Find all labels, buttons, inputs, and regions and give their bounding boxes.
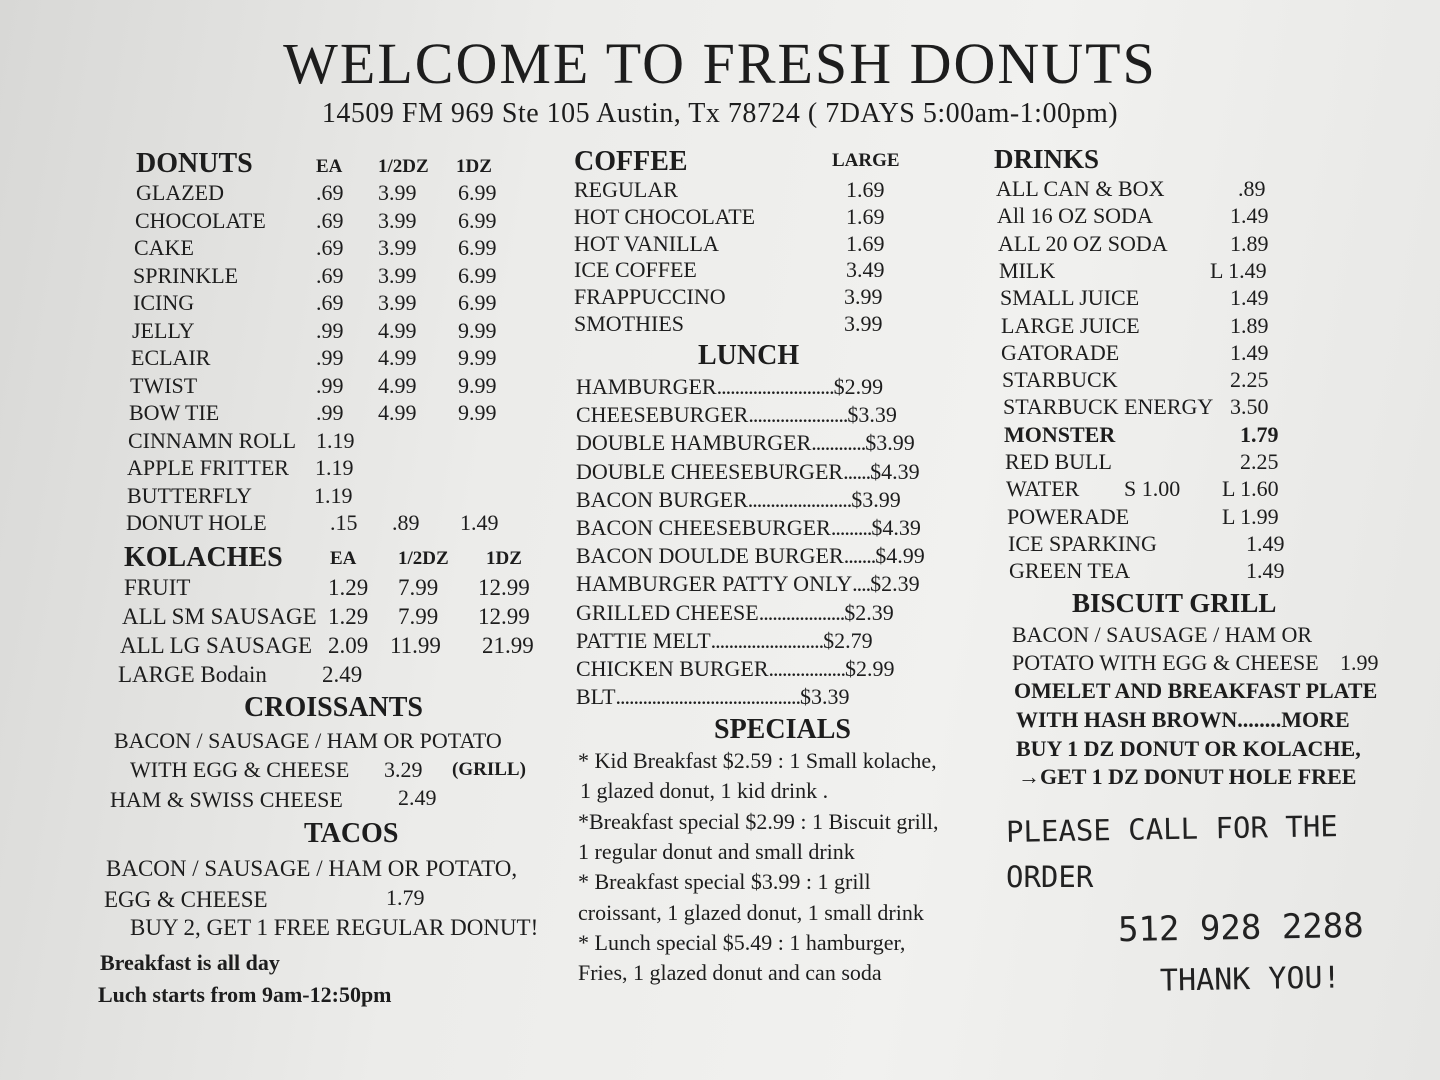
croissants-heading: CROISSANTS [244, 692, 423, 723]
specials-line: * Kid Breakfast $2.59 : 1 Small kolache, [578, 748, 937, 773]
donut-item-ea: .15 [330, 510, 358, 535]
donut-item-half: 4.99 [378, 400, 417, 425]
donut-item-half: 4.99 [378, 345, 417, 370]
drink-item-row [0, 476, 1420, 504]
donut-item-name: BUTTERFLY [127, 482, 252, 508]
drink-item-row [0, 504, 1420, 532]
kolache-item-ea: 2.09 [328, 633, 369, 658]
donuts-col-half: 1/2DZ [378, 156, 429, 177]
drink-item-price: .89 [1238, 176, 1266, 201]
drink-item-row [0, 367, 1420, 395]
specials-line: croissant, 1 glazed donut, 1 small drink [578, 899, 924, 925]
tacos-line2: EGG & CHEESE [104, 887, 268, 912]
drink-item-price: L 1.49 [1210, 257, 1267, 283]
biscuit-line1: BACON / SAUSAGE / HAM OR [1012, 622, 1313, 647]
drink-item-row [0, 176, 1420, 204]
donut-item-dz: 9.99 [458, 372, 497, 398]
call-note-line2: ORDER [1006, 860, 1094, 894]
donut-item-name: SPRINKLE [133, 262, 239, 288]
coffee-item-name: ICE COFFEE [574, 257, 697, 283]
tacos-line2-price: 1.79 [386, 885, 425, 910]
lunch-item-leader: .......................... [716, 374, 834, 399]
lunch-item-price: $4.39 [870, 458, 920, 484]
donuts-col-ea: EA [316, 156, 343, 177]
donut-item-half: 3.99 [378, 262, 417, 288]
kolache-item-ea: 1.29 [328, 604, 369, 629]
kolache-item-row [0, 604, 560, 634]
lunch-item-name: BACON DOULDE BURGER [576, 543, 844, 569]
donut-item-half: 3.99 [378, 290, 417, 315]
drink-item-row [0, 449, 1420, 477]
lunch-item-leader: ...... [843, 458, 871, 484]
kolaches-heading: KOLACHES [124, 542, 283, 573]
biscuit-omelet: OMELET AND BREAKFAST PLATE [1014, 678, 1378, 703]
drink-item-row [0, 231, 1420, 259]
lunch-item-price: $2.39 [870, 571, 920, 597]
kolaches-col-ea: EA [330, 548, 357, 569]
lunch-item-name: GRILLED CHEESE [576, 599, 759, 625]
donut-item-name: DONUT HOLE [126, 510, 267, 535]
lunch-item-line [576, 684, 850, 710]
donut-item-name: CAKE [134, 235, 194, 260]
lunch-heading: LUNCH [698, 340, 800, 371]
lunch-item-line [576, 656, 895, 682]
donut-item-ea: .99 [316, 317, 344, 343]
drink-item-name: All 16 OZ SODA [997, 203, 1153, 229]
kolache-item-name: ALL LG SAUSAGE [120, 633, 313, 658]
lunch-item-price: $3.39 [847, 402, 897, 428]
page-title: WELCOME TO FRESH DONUTS [283, 31, 1157, 96]
donut-item-half: 3.99 [378, 207, 417, 233]
donut-item-half: 3.99 [378, 235, 417, 260]
lunch-item-price: $2.79 [823, 627, 873, 653]
coffee-item-price: 3.99 [844, 284, 883, 310]
donut-item-dz: 1.49 [460, 510, 499, 535]
coffee-item-price: 1.69 [846, 177, 885, 202]
lunch-item-leader: ......................... [710, 627, 824, 653]
kolache-item-ea: 2.49 [322, 662, 363, 687]
donut-item-ea: .69 [316, 207, 344, 233]
drink-item-name: WATER [1006, 476, 1080, 502]
lunch-item-leader: ......................................... [615, 684, 801, 710]
lunch-item-leader: ............ [811, 430, 866, 456]
specials-line: * Lunch special $5.49 : 1 hamburger, [578, 929, 906, 955]
lunch-item-name: BACON CHEESEBURGER [576, 515, 831, 540]
coffee-item-price: 3.99 [844, 311, 883, 336]
drink-item-row [0, 285, 1420, 313]
kolache-item-dz: 21.99 [482, 633, 534, 658]
drink-item-row [0, 203, 1420, 231]
kolache-item-name: LARGE Bodain [118, 662, 267, 687]
drink-item-row [0, 258, 1420, 286]
donut-item-name: ICING [133, 290, 195, 315]
drink-item-name: MONSTER [1004, 421, 1116, 447]
lunch-item-leader: ....................... [747, 486, 852, 512]
drink-item-price: 2.25 [1230, 367, 1269, 393]
drink-item-small-price: S 1.00 [1124, 476, 1181, 502]
drink-item-name: ALL 20 OZ SODA [998, 230, 1168, 256]
donut-hole-promo: →GET 1 DZ DONUT HOLE FREE [1018, 764, 1357, 789]
drink-item-price: 1.49 [1246, 530, 1285, 556]
drink-item-name: MILK [999, 257, 1056, 283]
kolache-item-dz: 12.99 [478, 575, 530, 600]
drink-item-name: LARGE JUICE [1001, 312, 1140, 338]
croissants-line3: HAM & SWISS CHEESE [110, 787, 343, 812]
donut-item-dz: 9.99 [458, 317, 497, 343]
drink-item-name: SMALL JUICE [1000, 285, 1140, 311]
thank-you-note: THANK YOU! [1159, 960, 1341, 999]
drink-item-row [0, 340, 1420, 368]
lunch-item-name: CHEESEBURGER [576, 402, 749, 428]
drink-item-price: 1.79 [1240, 421, 1279, 447]
donut-item-ea: .99 [316, 372, 344, 398]
donut-item-name: BOW TIE [129, 400, 220, 425]
lunch-item-row [576, 684, 936, 712]
lunch-item-leader: ................... [758, 599, 845, 625]
lunch-item-price: $2.99 [833, 374, 884, 399]
kolaches-col-half: 1/2DZ [398, 548, 449, 569]
kolache-item-dz: 12.99 [478, 604, 530, 629]
donut-item-half: 4.99 [378, 372, 417, 398]
donut-item-half: 3.99 [378, 180, 417, 205]
lunch-item-row [576, 656, 936, 684]
kolache-item-ea: 1.29 [328, 575, 369, 600]
kolache-item-name: ALL SM SAUSAGE [122, 604, 317, 629]
drink-item-price: 1.89 [1230, 230, 1269, 256]
specials-line: * Breakfast special $3.99 : 1 grill [578, 869, 871, 895]
donut-item-ea: .69 [316, 235, 344, 260]
biscuit-heading: BISCUIT GRILL [1072, 588, 1277, 618]
donut-item-dz: 6.99 [458, 207, 497, 233]
drink-item-price: 1.49 [1230, 339, 1269, 365]
drink-item-price: L 1.60 [1222, 476, 1279, 502]
donut-item-ea: .69 [316, 180, 344, 205]
croissants-line2-price: 3.29 [384, 757, 423, 782]
donut-item-ea: .69 [316, 262, 344, 288]
store-address: 14509 FM 969 Ste 105 Austin, Tx 78724 ( 7DAYS 5:00am-1:00pm) [321, 98, 1119, 129]
lunch-item-price: $3.39 [800, 684, 850, 710]
drink-item-name: GATORADE [1001, 339, 1120, 365]
call-note-line1: PLEASE CALL FOR THE [1005, 809, 1339, 849]
drink-item-price: 1.49 [1230, 285, 1269, 311]
drink-item-row [0, 558, 1420, 586]
biscuit-line2: POTATO WITH EGG & CHEESE [1012, 650, 1319, 675]
lunch-item-name: DOUBLE HAMBURGER [576, 430, 812, 456]
lunch-item-leader: ................. [768, 656, 846, 681]
tacos-promo: BUY 2, GET 1 FREE REGULAR DONUT! [130, 915, 539, 940]
drink-item-price: 1.49 [1246, 558, 1285, 584]
croissants-line3-price: 2.49 [398, 785, 437, 810]
donut-item-dz: 6.99 [458, 180, 497, 205]
lunch-item-leader: .... [852, 571, 871, 597]
drink-item-name: ALL CAN & BOX [996, 176, 1165, 201]
tacos-heading: TACOS [304, 818, 399, 849]
donut-item-half: .89 [392, 510, 420, 535]
coffee-heading: COFFEE [574, 146, 688, 177]
lunch-item-name: DOUBLE CHEESEBURGER [576, 458, 844, 484]
coffee-item-name: HOT CHOCOLATE [574, 203, 756, 229]
tacos-line1: BACON / SAUSAGE / HAM OR POTATO, [106, 856, 518, 881]
drink-item-name: ICE SPARKING [1008, 530, 1157, 556]
drink-item-price: 3.50 [1230, 394, 1269, 420]
kolache-item-row [0, 633, 560, 663]
drinks-heading: DRINKS [994, 144, 1100, 174]
lunch-item-name: HAMBURGER PATTY ONLY [576, 571, 853, 597]
donut-item-half: 4.99 [378, 317, 417, 343]
coffee-item-name: FRAPPUCCINO [574, 284, 726, 310]
lunch-item-price: $3.99 [865, 430, 915, 456]
specials-line: Fries, 1 glazed donut and can soda [578, 960, 882, 986]
lunch-item-name: HAMBURGER [576, 374, 717, 399]
breakfast-note: Breakfast is all day [100, 950, 280, 975]
lunch-item-leader: ....... [843, 543, 876, 569]
donut-item-name: JELLY [132, 317, 195, 343]
lunch-hours-note: Luch starts from 9am-12:50pm [98, 982, 392, 1007]
lunch-item-leader: ......... [830, 515, 872, 540]
coffee-col-large: LARGE [832, 150, 900, 171]
lunch-item-line [576, 600, 894, 626]
donut-item-name: CINNAMN ROLL [128, 427, 297, 453]
lunch-item-name: BLT [576, 684, 616, 710]
specials-line: 1 regular donut and small drink [578, 838, 855, 864]
lunch-item-line [576, 628, 873, 654]
drink-item-price: 2.25 [1240, 449, 1279, 474]
kolache-item-row [0, 662, 560, 692]
dozen-promo: BUY 1 DZ DONUT OR KOLACHE, [1016, 736, 1361, 761]
coffee-item-price: 1.69 [846, 203, 885, 229]
kolache-item-half: 11.99 [390, 633, 441, 658]
donuts-col-dz: 1DZ [456, 156, 492, 177]
lunch-item-price: $2.39 [844, 599, 894, 625]
croissants-line2: WITH EGG & CHEESE [130, 757, 350, 782]
coffee-item-price: 1.69 [846, 230, 885, 256]
coffee-item-price: 3.49 [846, 257, 885, 283]
drink-item-name: GREEN TEA [1009, 558, 1131, 584]
lunch-item-price: $4.39 [871, 515, 921, 540]
specials-line: *Breakfast special $2.99 : 1 Biscuit grill, [578, 808, 939, 834]
coffee-item-name: REGULAR [574, 177, 678, 202]
kolache-item-name: FRUIT [124, 575, 191, 600]
drink-item-price: L 1.99 [1222, 503, 1279, 529]
lunch-item-row [576, 600, 936, 628]
lunch-item-name: CHICKEN BURGER [576, 656, 769, 681]
donut-item-dz: 9.99 [458, 345, 497, 370]
croissants-line1: BACON / SAUSAGE / HAM OR POTATO [114, 728, 502, 753]
donut-item-ea: .99 [316, 345, 344, 370]
drink-item-name: STARBUCK ENERGY [1003, 394, 1214, 420]
kolache-item-half: 7.99 [398, 604, 439, 629]
drink-item-price: 1.89 [1230, 312, 1269, 338]
lunch-item-name: BACON BURGER [576, 486, 748, 512]
lunch-item-leader: ...................... [748, 402, 848, 428]
coffee-item-name: HOT VANILLA [574, 230, 719, 256]
biscuit-line2-price: 1.99 [1340, 650, 1379, 675]
drink-item-name: POWERADE [1007, 503, 1130, 529]
kolaches-col-dz: 1DZ [486, 548, 522, 569]
drink-item-name: RED BULL [1005, 449, 1112, 474]
donut-item-ea: 1.19 [314, 482, 353, 508]
croissants-grill-note: (GRILL) [452, 759, 526, 780]
specials-line: 1 glazed donut, 1 kid drink . [580, 778, 829, 804]
drink-item-price: 1.49 [1230, 203, 1269, 229]
lunch-item-row [576, 628, 936, 656]
phone-number: 512 928 2288 [1117, 905, 1364, 951]
donut-item-dz: 6.99 [458, 262, 497, 288]
drink-item-row [0, 422, 1420, 450]
specials-heading: SPECIALS [714, 714, 851, 745]
donut-item-name: ECLAIR [131, 345, 211, 370]
donut-item-dz: 6.99 [458, 235, 497, 260]
donut-item-name: APPLE FRITTER [127, 455, 289, 480]
donuts-heading: DONUTS [136, 148, 253, 179]
donut-item-ea: 1.19 [315, 455, 354, 480]
donut-item-name: GLAZED [136, 180, 224, 205]
donut-item-dz: 9.99 [458, 400, 497, 425]
donut-item-ea: 1.19 [316, 427, 355, 453]
donut-item-name: TWIST [130, 372, 198, 398]
lunch-item-name: PATTIE MELT [576, 627, 711, 653]
lunch-item-price: $2.99 [845, 656, 895, 681]
coffee-item-name: SMOTHIES [574, 311, 685, 336]
kolache-item-half: 7.99 [398, 575, 439, 600]
donut-item-name: CHOCOLATE [135, 207, 266, 233]
donut-item-ea: .99 [316, 400, 344, 425]
drink-item-row [0, 394, 1420, 422]
biscuit-hash-brown: WITH HASH BROWN........MORE [1016, 707, 1350, 732]
lunch-item-price: $3.99 [851, 486, 901, 512]
drink-item-row [0, 313, 1420, 341]
drink-item-row [0, 531, 1420, 559]
drink-item-name: STARBUCK [1002, 367, 1118, 393]
donut-item-ea: .69 [316, 290, 344, 315]
donut-item-dz: 6.99 [458, 290, 497, 315]
lunch-item-price: $4.99 [875, 543, 925, 569]
